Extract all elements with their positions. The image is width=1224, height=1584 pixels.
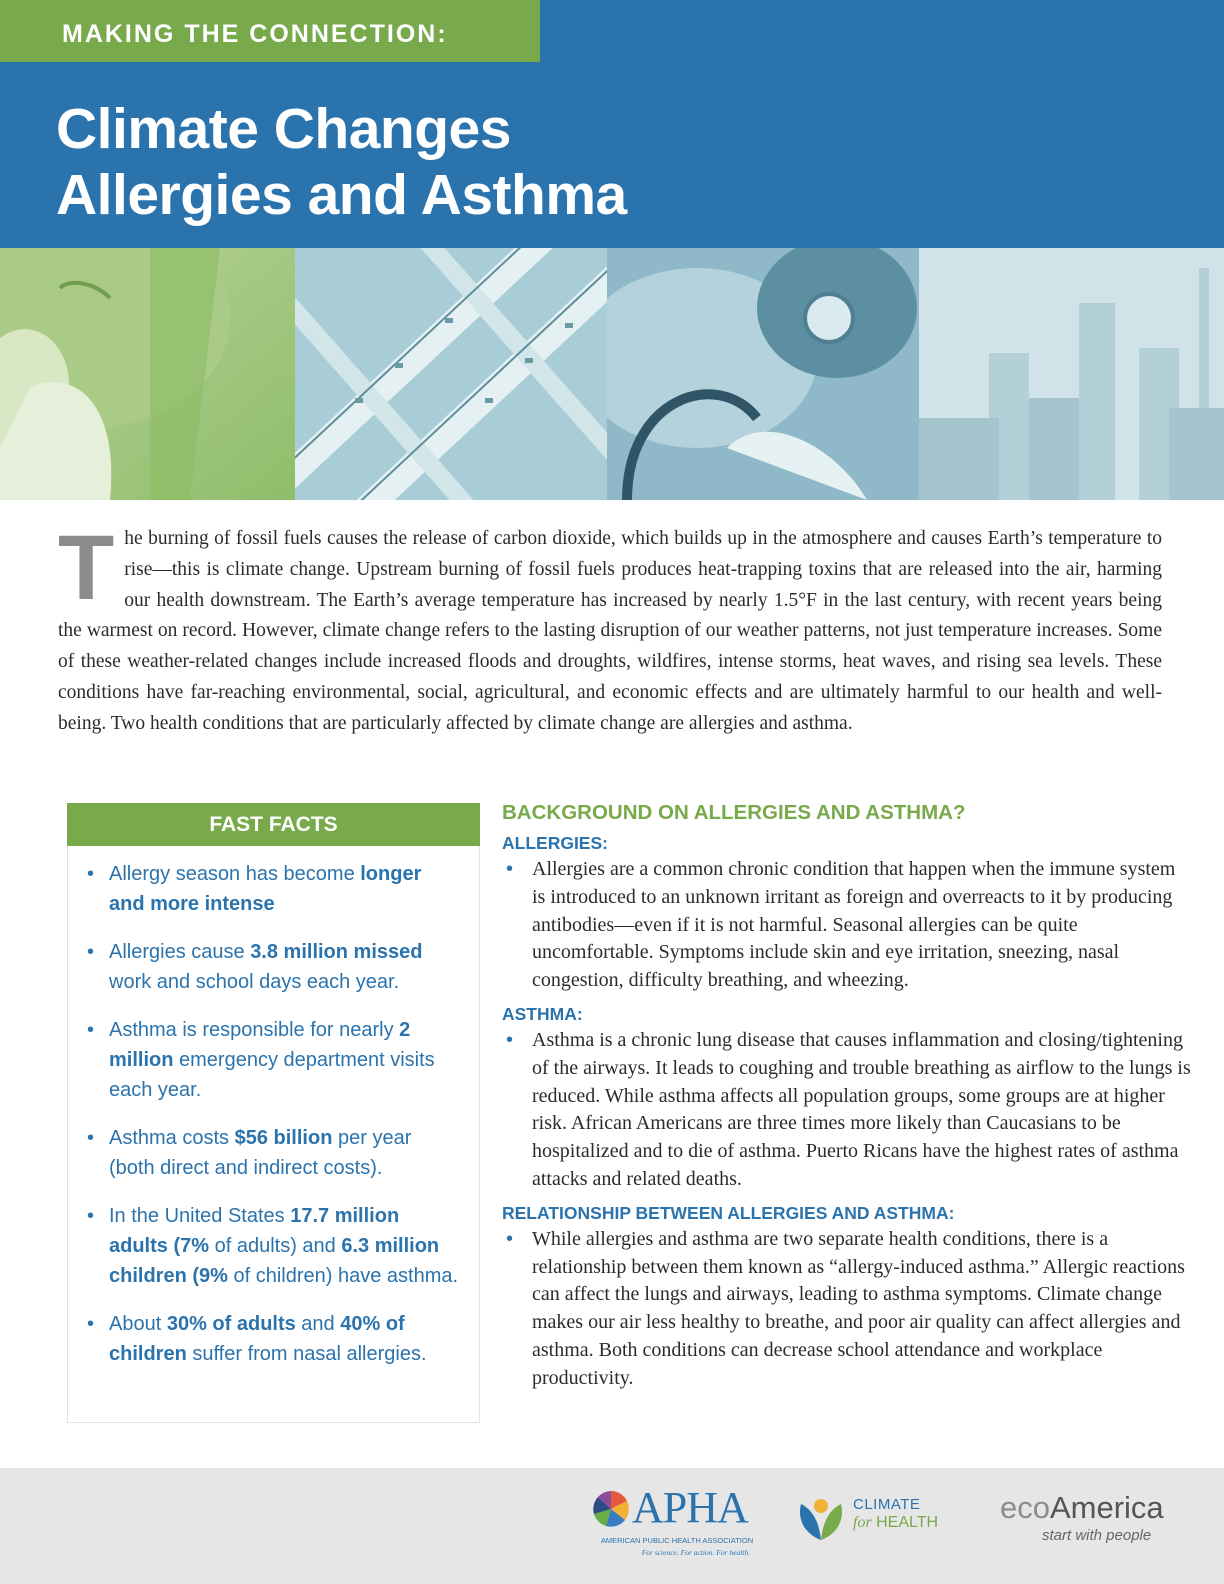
fast-fact-emphasis: 17.7 million adults (7% xyxy=(109,1205,400,1257)
fast-fact-text: Allergies cause xyxy=(109,941,251,964)
background-title: BACKGROUND ON ALLERGIES AND ASTHMA? xyxy=(502,801,966,824)
climate-for-health-leaf-icon xyxy=(795,1494,847,1542)
apha-logo xyxy=(592,1484,762,1574)
allergies-list xyxy=(502,856,1192,995)
page-title xyxy=(56,96,627,228)
photo-strip xyxy=(0,248,1224,500)
relationship-list xyxy=(502,1226,1192,1393)
cfh-for: for xyxy=(853,1514,872,1531)
fast-facts-list xyxy=(85,860,460,1388)
cfh-health: HEALTH xyxy=(876,1514,939,1531)
fast-fact-text: per year (both direct and indirect costs). xyxy=(109,1127,412,1179)
fast-fact-text: of children) have asthma. xyxy=(227,1264,459,1287)
fast-fact-text: work and school days each year. xyxy=(109,970,400,993)
eco-name: America xyxy=(1049,1490,1164,1525)
fast-fact-emphasis: 2 million xyxy=(109,1019,411,1071)
fast-fact-emphasis: 3.8 million missed xyxy=(250,941,423,964)
apha-pinwheel-icon xyxy=(592,1490,630,1528)
fast-fact-text: In the United States xyxy=(109,1205,291,1228)
smoggy-skyline-photo xyxy=(919,248,1224,500)
fast-facts-heading: FAST FACTS xyxy=(67,803,480,846)
cfh-for-health xyxy=(853,1514,938,1532)
fast-fact-text: Asthma is responsible for nearly xyxy=(109,1019,400,1042)
apha-wordmark: APHA xyxy=(632,1483,748,1532)
ecoamerica-wordmark xyxy=(1000,1490,1164,1526)
fast-fact-text: Asthma costs xyxy=(109,1127,235,1150)
fast-fact-emphasis: 6.3 million children (9% xyxy=(109,1234,440,1287)
ecoamerica-tagline: start with people xyxy=(1042,1527,1152,1544)
relationship-heading: RELATIONSHIP BETWEEN ALLERGIES AND ASTHMA: xyxy=(502,1202,955,1223)
asthma-item: • Asthma is a chronic lung disease that causes inflammation and closing/tightening of the airways. It leads to coughing and trouble breathing as airflow to the lungs is reduced. While asthma affects all population groups, some groups are at higher risk. African Americans are three times more likely than Caucasians to be hospitalized and to die of asthma. Puerto Ricans have the highest rates of asthma attacks and related deaths. xyxy=(502,1027,1192,1194)
intro-paragraph xyxy=(58,517,1162,740)
fast-fact-text: Allergy season has become xyxy=(109,863,361,885)
fast-fact-item xyxy=(85,1124,460,1184)
allergies-heading: ALLERGIES: xyxy=(502,833,608,853)
title-line-2: Allergies and Asthma xyxy=(56,163,627,227)
kicker-text: MAKING THE CONNECTION: xyxy=(62,20,448,48)
relationship-item: • While allergies and asthma are two separate health conditions, there is a relationship between them known as “allergy-induced asthma.” Allergic reactions can affect the lungs and airways, leading to asthma symptoms. Climate change makes our air less healthy to breathe, and poor air quality can affect allergies and asthma. Both conditions can decrease school attendance and workplace productivity. xyxy=(502,1226,1192,1393)
ecoamerica-logo xyxy=(1000,1490,1180,1560)
apha-tagline: For science. For action. For health. xyxy=(641,1548,750,1557)
fast-fact-emphasis: longer and more intense xyxy=(109,863,422,915)
kicker-bar xyxy=(0,0,540,62)
fast-fact-item xyxy=(85,1202,460,1291)
fast-fact-text: and xyxy=(295,1313,341,1336)
fast-fact-text: suffer from nasal allergies. xyxy=(186,1342,427,1365)
allergies-item: • Allergies are a common chronic condition that happen when the immune system is introduced to an unknown irritant as foreign and overreacts to it by producing antibodies—even if it is not harmful. Seasonal allergies can be quite uncomfortable. Symptoms include skin and eye irritation, sneezing, nasal congestion, difficulty breathing, and wheezing. xyxy=(502,856,1192,995)
asthma-list xyxy=(502,1027,1192,1194)
cfh-climate: CLIMATE xyxy=(853,1496,921,1513)
eco-prefix: eco xyxy=(1000,1490,1050,1525)
fast-fact-item xyxy=(85,860,460,920)
person-sneezing-photo xyxy=(0,248,295,500)
background-section xyxy=(502,798,1192,1393)
footer-band xyxy=(0,1468,1224,1584)
fast-fact-text: of adults) and xyxy=(209,1234,342,1257)
fast-fact-item xyxy=(85,938,460,998)
fast-fact-emphasis: $56 billion xyxy=(234,1127,333,1150)
intro-text: he burning of fossil fuels causes the release of carbon dioxide, which builds up in the atmosphere and causes Earth’s temperature to rise—this is climate change. Upstream burning of fossil fuels produces heat-trapping toxins that are released into the air, harming our health downstream. The Earth’s average temperature has increased by nearly 1.5°F in the last century, with recent years being the warmest on record. However, climate change refers to the lasting disruption of our weather patterns, not just temperature increases. Some of these weather-related changes include increased floods and droughts, wildfires, intense storms, heat waves, and rising sea levels. These conditions have far-reaching environmental, social, agricultural, and economic effects and are ultimately harmful to our health and well-being. Two health conditions that are particularly affected by climate change are allergies and asthma. xyxy=(58,528,1162,734)
apha-org-name: AMERICAN PUBLIC HEALTH ASSOCIATION xyxy=(600,1536,754,1545)
fast-fact-text: emergency department visits each year. xyxy=(109,1048,435,1101)
fast-fact-text: About xyxy=(109,1313,167,1336)
fast-fact-emphasis: 30% of adults xyxy=(166,1313,296,1336)
drop-cap: T xyxy=(58,517,115,619)
fast-fact-item xyxy=(85,1310,460,1370)
stethoscope-photo xyxy=(607,248,919,500)
highway-traffic-photo xyxy=(295,248,607,500)
climate-for-health-logo xyxy=(795,1488,975,1558)
title-line-1: Climate Changes xyxy=(56,97,511,161)
fast-fact-item xyxy=(85,1016,460,1105)
header-banner xyxy=(0,0,1224,248)
fast-fact-emphasis: 40% of children xyxy=(109,1313,405,1365)
asthma-heading: ASTHMA: xyxy=(502,1003,583,1024)
